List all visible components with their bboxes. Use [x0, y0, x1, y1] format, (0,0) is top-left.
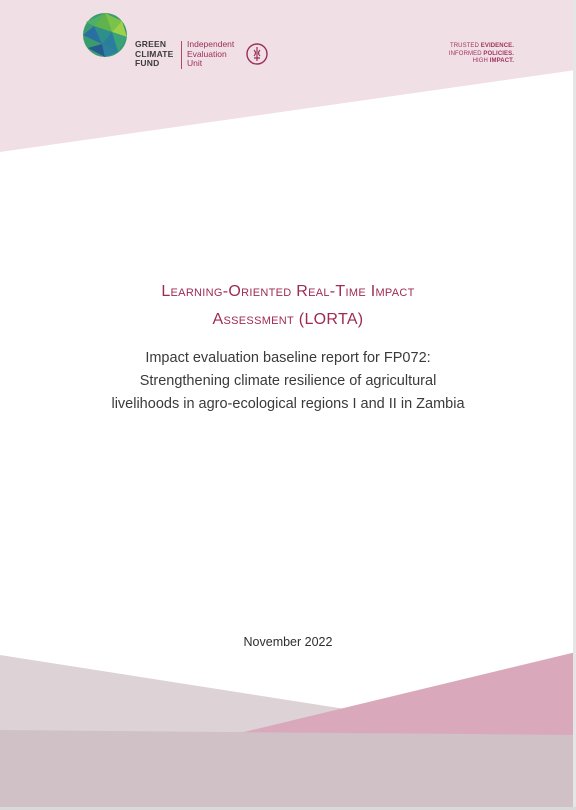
gcf-logo-line-1: GREEN — [135, 39, 167, 49]
green-climate-fund-globe-icon — [82, 12, 128, 58]
tagline-2-bold: POLICIES. — [483, 50, 514, 57]
ieu-logo-line-2: Evaluation — [187, 48, 227, 59]
tagline-3-bold: IMPACT. — [489, 58, 514, 64]
tagline-1-bold: EVIDENCE. — [480, 43, 514, 49]
subtitle-line-1: Impact evaluation baseline report for FP072: — [145, 350, 431, 366]
tagline-line-3 — [449, 58, 514, 66]
tagline-line-1 — [449, 43, 514, 51]
title-line-2: Assessment (LORTA) — [212, 311, 364, 328]
tagline-2-prefix: INFORMED — [448, 50, 484, 57]
tagline-1-prefix: TRUSTED — [449, 43, 481, 49]
report-title — [0, 278, 576, 334]
subtitle-line-2: Strengthening climate resilience of agricultural — [139, 373, 437, 389]
title-line-1: Learning-Oriented Real-Time Impact — [161, 283, 415, 300]
tagline-line-2 — [449, 51, 514, 59]
report-subtitle — [0, 347, 576, 416]
logo-divider — [181, 41, 182, 69]
header-tagline — [449, 43, 514, 66]
ieu-logo-line-3: Unit — [187, 58, 203, 68]
footer-mid-band — [0, 730, 576, 810]
subtitle-line-3: livelihoods in agro-ecological regions I and II in Zambia — [111, 396, 465, 412]
gcf-logo-line-3: FUND — [135, 58, 160, 68]
ieu-logo-text — [187, 40, 234, 69]
report-date: November 2022 — [243, 635, 333, 649]
tagline-3-prefix: HIGH — [472, 58, 490, 64]
gcf-logo-text — [135, 40, 174, 69]
gcf-logo-line-2: CLIMATE — [135, 48, 174, 59]
ieu-emblem-icon — [246, 43, 268, 65]
ieu-logo-line-1: Independent — [187, 39, 235, 49]
